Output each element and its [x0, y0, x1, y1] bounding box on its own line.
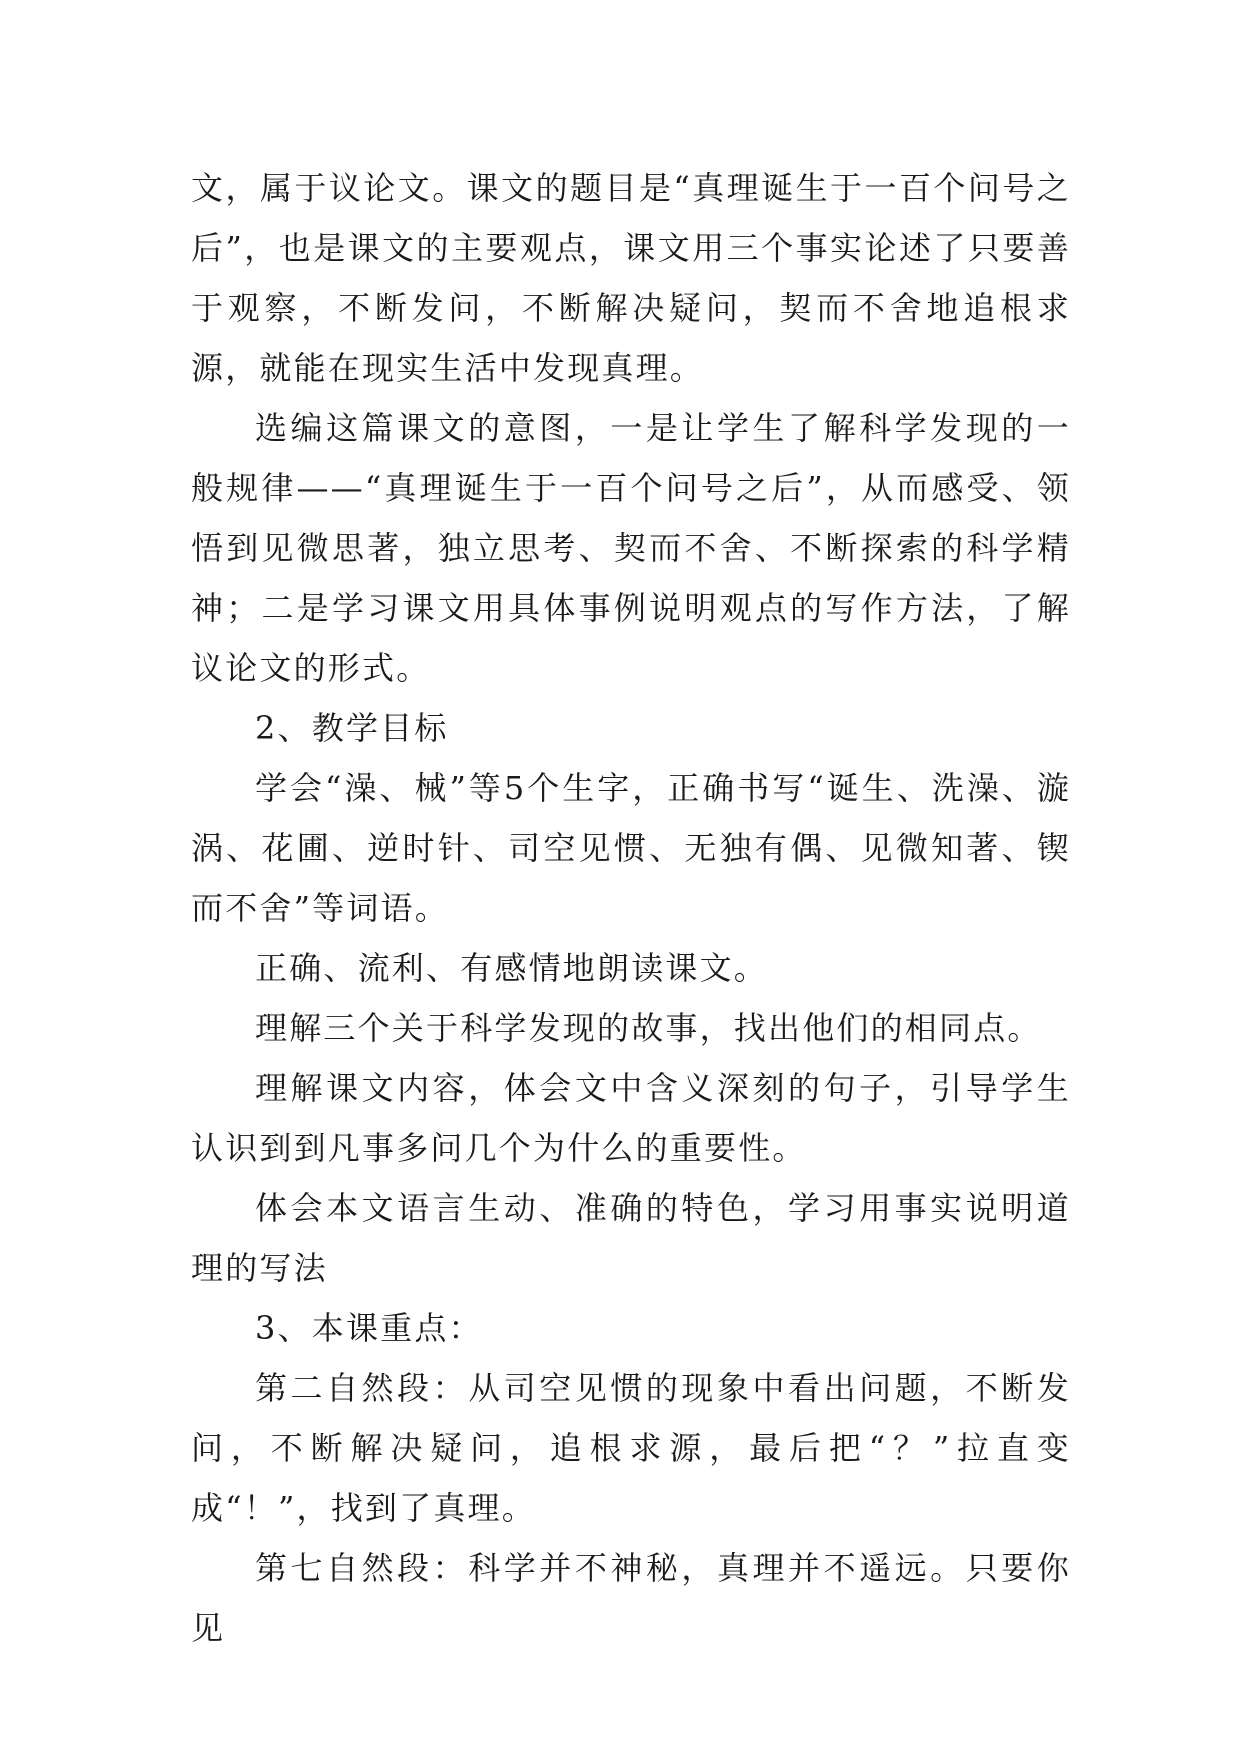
- goal-item-characters: 学会“澡、械”等5个生字，正确书写“诞生、洗澡、漩涡、花圃、逆时针、司空见惯、无独有偶、见微知著、锲而不舍”等词语。: [191, 769, 1071, 927]
- paragraph-intro-continued: 文，属于议论文。课文的题目是“真理诞生于一百个问号之后”，也是课文的主要观点，课文用三个事实论述了只要善于观察，不断发问，不断解决疑问，契而不舍地追根求源，就能在现实生活中发现真理。: [191, 169, 1071, 387]
- key-point-paragraph-seven: 第七自然段：科学并不神秘，真理并不遥远。只要你见: [191, 1549, 1071, 1647]
- key-point-paragraph-two: 第二自然段：从司空见惯的现象中看出问题，不断发问，不断解决疑问，追根求源，最后把“？”拉直变成“！”，找到了真理。: [191, 1369, 1071, 1527]
- document-body: [191, 158, 1071, 1658]
- paragraph-selection-intent: 选编这篇课文的意图，一是让学生了解科学发现的一般规律——“真理诞生于一百个问号之后”，从而感受、领悟到见微思著，独立思考、契而不舍、不断探索的科学精神；二是学习课文用具体事例说明观点的写作方法，了解议论文的形式。: [191, 409, 1071, 687]
- goal-item-stories: 理解三个关于科学发现的故事，找出他们的相同点。: [255, 1009, 1042, 1047]
- section-heading-key-points: 3、本课重点：: [255, 1309, 483, 1347]
- goal-item-reading: 正确、流利、有感情地朗读课文。: [255, 949, 769, 987]
- section-heading-teaching-goals: 2、教学目标: [255, 709, 449, 747]
- goal-item-understanding: 理解课文内容，体会文中含义深刻的句子，引导学生认识到到凡事多问几个为什么的重要性。: [191, 1069, 1071, 1167]
- goal-item-language: 体会本文语言生动、准确的特色，学习用事实说明道理的写法: [191, 1189, 1071, 1287]
